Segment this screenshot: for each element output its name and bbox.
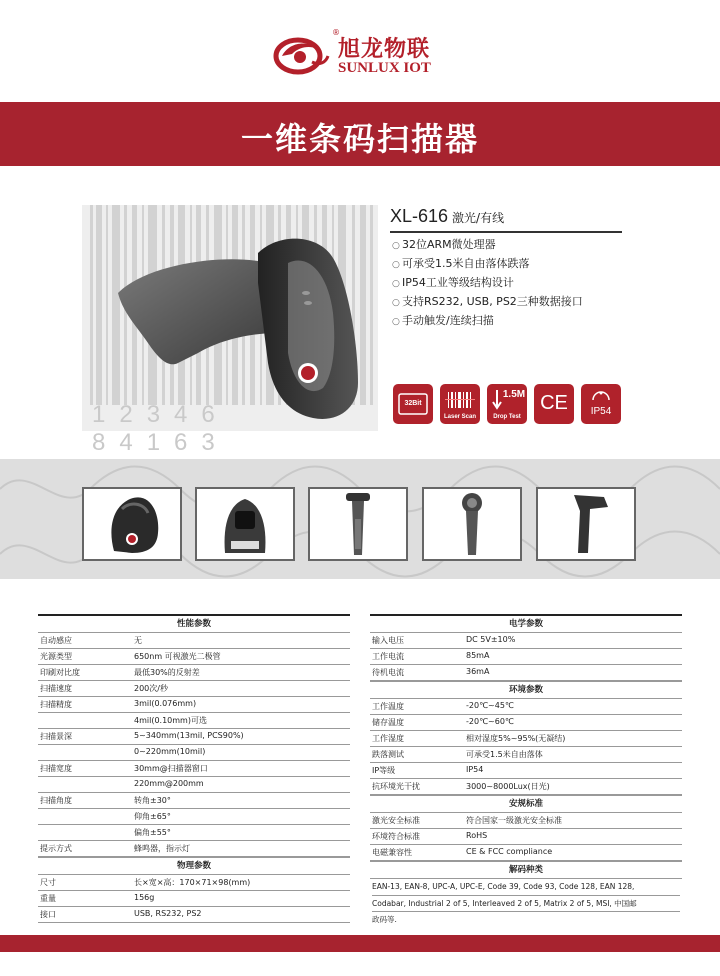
spec-value: 偏角±55°: [134, 828, 171, 837]
spec-value: 220mm@200mm: [134, 779, 204, 788]
spec-row: [38, 809, 350, 825]
spec-value: 30mm@扫描器窗口: [134, 764, 208, 773]
spec-row: [38, 891, 350, 907]
spec-value: 可承受1.5米自由落体: [466, 750, 543, 759]
spec-label: 工作湿度: [372, 734, 404, 743]
spec-value: -20℃~45℃: [466, 701, 514, 710]
symbology-line: EAN-13, EAN-8, UPC-A, UPC-E, Code 39, Code 93, Code 128, EAN 128,: [372, 879, 680, 896]
spec-row: [38, 649, 350, 665]
spec-row: [370, 665, 682, 681]
spec-label: 尺寸: [40, 878, 56, 887]
spec-value: 长×宽×高：170×71×98(mm): [134, 878, 251, 887]
spec-row: [38, 825, 350, 841]
bullet-icon: ○: [392, 241, 400, 251]
spec-value: 650nm 可视激光二极管: [134, 652, 221, 661]
spec-row: [370, 845, 682, 861]
laser-scan-icon: Laser Scan: [440, 384, 480, 424]
product-thumb-back: [195, 487, 295, 561]
model-name: XL-616: [390, 206, 449, 226]
spec-row: [370, 779, 682, 795]
title-banner: [0, 102, 720, 166]
scanner-back-icon: [197, 489, 293, 559]
spec-value: 4mil(0.10mm)可选: [134, 716, 207, 725]
spec-label: 自动感应: [40, 636, 72, 645]
spec-label: 电磁兼容性: [372, 848, 412, 857]
spec-row: [38, 665, 350, 681]
feature-item: ○ IP54工业等级结构设计: [392, 274, 583, 293]
spec-row: [370, 747, 682, 763]
spec-label: 重量: [40, 894, 56, 903]
spec-value: 156g: [134, 893, 155, 902]
spec-label: IP等级: [372, 766, 396, 775]
spec-value: RoHS: [466, 831, 488, 840]
spec-row: [370, 715, 682, 731]
registered-mark: ®: [332, 28, 340, 37]
section-header-codes: 解码种类: [370, 861, 682, 879]
spec-value: 蜂鸣器，指示灯: [134, 844, 190, 853]
drop-test-icon: 1.5M Drop Test: [487, 384, 527, 424]
spec-row: [370, 699, 682, 715]
spec-row: [38, 761, 350, 777]
spec-value: 相对湿度5%~95%(无凝结): [466, 734, 566, 743]
product-hero-image: [82, 205, 378, 456]
spec-row: [38, 713, 350, 729]
spec-value: 0~220mm(10mil): [134, 747, 206, 756]
footer-bar: [0, 935, 720, 952]
model-subtitle: 激光/有线: [452, 211, 505, 225]
spec-row: [370, 763, 682, 779]
bullet-icon: ○: [392, 298, 400, 308]
feature-list: [392, 236, 583, 331]
spec-value: 最低30%的反射差: [134, 668, 200, 677]
spec-row: [38, 793, 350, 809]
spec-value: 3000~8000Lux(日光): [466, 782, 550, 791]
spec-value: DC 5V±10%: [466, 635, 516, 644]
scanner-front-icon: [84, 489, 180, 559]
spec-label: 储存温度: [372, 718, 404, 727]
spec-table-left: [38, 614, 350, 923]
barcode-digits: 12346 84163: [92, 401, 229, 456]
section-header-safety: 安规标准: [370, 795, 682, 813]
spec-label: 扫描角度: [40, 796, 72, 805]
dragon-logo-icon: [272, 32, 332, 76]
spec-value: 符合国家一级激光安全标准: [466, 816, 562, 825]
spec-value: USB, RS232, PS2: [134, 909, 202, 918]
section-header-electrical: 电学参数: [370, 614, 682, 633]
spec-label: 工作温度: [372, 702, 404, 711]
chip-icon: 32Bit: [393, 384, 433, 424]
feature-item: ○ 32位ARM微处理器: [392, 236, 583, 255]
spec-label: 待机电流: [372, 668, 404, 677]
spec-label: 抗环境光干扰: [372, 782, 420, 791]
product-thumb-side: [308, 487, 408, 561]
spec-label: 环境符合标准: [372, 832, 420, 841]
spec-row: [370, 829, 682, 845]
spec-label: 印刷对比度: [40, 668, 80, 677]
scanner-icon: [108, 223, 368, 433]
spec-row: [370, 731, 682, 747]
spec-value: 转角±30°: [134, 796, 171, 805]
spec-row: [38, 841, 350, 857]
product-thumb-front: [82, 487, 182, 561]
spec-value: 200次/秒: [134, 684, 168, 693]
spec-row: [38, 697, 350, 713]
brand-logo: [272, 28, 462, 82]
spec-label: 扫描速度: [40, 684, 72, 693]
spec-label: 工作电流: [372, 652, 404, 661]
product-thumb-profile: [536, 487, 636, 561]
spec-value: -20℃~60℃: [466, 717, 514, 726]
spec-row: [38, 777, 350, 793]
spec-label: 接口: [40, 910, 56, 919]
section-header-physical: 物理参数: [38, 857, 350, 875]
ce-mark-icon: CE: [534, 384, 574, 424]
section-header-environment: 环境参数: [370, 681, 682, 699]
spec-row: [370, 649, 682, 665]
symbology-line: 政码等.: [372, 915, 397, 924]
spec-label: 输入电压: [372, 636, 404, 645]
spec-row: [38, 875, 350, 891]
brand-name-en: SUNLUX IOT: [338, 60, 431, 76]
spec-label: 扫描宽度: [40, 764, 72, 773]
spec-label: 激光安全标准: [372, 816, 420, 825]
spec-value: 85mA: [466, 651, 490, 660]
scanner-top-icon: [424, 489, 520, 559]
spec-value: 仰角±65°: [134, 812, 171, 821]
section-header-performance: 性能参数: [38, 614, 350, 633]
feature-item: ○ 支持RS232, USB, PS2三种数据接口: [392, 293, 583, 312]
scanner-profile-icon: [538, 489, 634, 559]
spec-row: [38, 633, 350, 649]
spec-value: IP54: [466, 765, 484, 774]
spec-label: 跌落测试: [372, 750, 404, 759]
spec-value: CE & FCC compliance: [466, 847, 553, 856]
feature-item: ○ 手动触发/连续扫描: [392, 312, 583, 331]
spec-row: [38, 681, 350, 697]
spec-label: 光源类型: [40, 652, 72, 661]
spec-label: 扫描景深: [40, 732, 72, 741]
page-title: 一维条码扫描器: [240, 120, 479, 158]
spec-value: 无: [134, 636, 142, 645]
spec-table-right: [370, 614, 682, 928]
symbology-list: [370, 879, 682, 928]
bullet-icon: ○: [392, 260, 400, 270]
product-thumb-top: [422, 487, 522, 561]
spec-row: [370, 633, 682, 649]
spec-value: 3mil(0.076mm): [134, 699, 197, 708]
model-heading: [390, 206, 622, 233]
spec-label: 提示方式: [40, 844, 72, 853]
spec-value: 5~340mm(13mil, PCS90%): [134, 731, 244, 740]
spec-label: 扫描精度: [40, 700, 72, 709]
symbology-line: Codabar, Industrial 2 of 5, Interleaved 2 of 5, Matrix 2 of 5, MSI, 中国邮: [372, 896, 680, 913]
spec-row: [370, 813, 682, 829]
spec-row: [38, 729, 350, 745]
bullet-icon: ○: [392, 317, 400, 327]
brand-name-cn: 旭龙物联: [338, 37, 431, 62]
bullet-icon: ○: [392, 279, 400, 289]
spec-value: 36mA: [466, 667, 490, 676]
spec-row: [38, 907, 350, 923]
ip54-icon: IP54: [581, 384, 621, 424]
scanner-side-icon: [310, 489, 406, 559]
spec-row: [38, 745, 350, 761]
feature-item: ○ 可承受1.5米自由落体跌落: [392, 255, 583, 274]
